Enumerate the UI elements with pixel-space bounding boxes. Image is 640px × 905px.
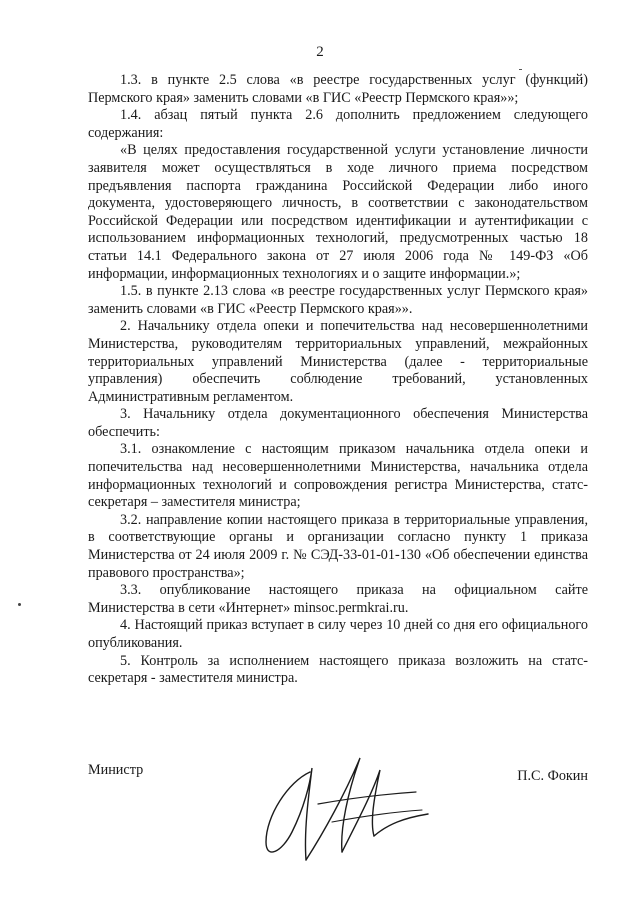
- paragraph-1-5: 1.5. в пункте 2.13 слова «в реестре государственных услуг Пермского края» заменить словами «в ГИС «Реестр Пермского края»».: [88, 283, 588, 317]
- scan-mark: [519, 69, 522, 70]
- paragraph-3-3: 3.3. опубликование настоящего приказа на официальном сайте Министерства в сети «Интернет» minsoc.permkrai.ru.: [88, 582, 588, 616]
- paragraph-2: 2. Начальнику отдела опеки и попечительства над несовершеннолетними Министерства, руководителям территориальных управлений, межрайонных территориальных управлений Министерства (далее - территориальные управления) обеспечить соблюдение требований, установленных Административным регламентом.: [88, 318, 588, 405]
- paragraph-3-2: 3.2. направление копии настоящего приказа в территориальные управления, в соответствующие органы и организации согласно пункту 1 приказа Министерства от 24 июля 2009 г. № СЭД-33-01-01-130 «Об обеспечении единства правового пространства»;: [88, 511, 588, 581]
- signatory-title: Министр: [88, 762, 144, 778]
- paragraph-4: 4. Настоящий приказ вступает в силу через 10 дней со дня его официального опубликования.: [88, 617, 588, 651]
- paragraph-1-4: 1.4. абзац пятый пункта 2.6 дополнить предложением следующего содержания:: [88, 107, 588, 141]
- scan-mark: [18, 603, 21, 606]
- paragraph-1-3: 1.3. в пункте 2.5 слова «в реестре государственных услуг (функций) Пермского края» заменить словами «в ГИС «Реестр Пермского края»»;: [88, 72, 588, 106]
- paragraph-quote: «В целях предоставления государственной услуги установление личности заявителя может осуществляться в ходе личного приема посредством предъявления паспорта гражданина Российской Федерации либо иного документа, удостоверяющего личность, в соответствии с законодательством Российской Федерации или посредством идентификации и аутентификации с использованием информационных технологий, предусмотренных частью 18 статьи 14.1 Федерального закона от 27 июля 2006 года № 149-ФЗ «Об информации, информационных технологиях и о защите информации.»;: [88, 142, 588, 282]
- paragraph-3-1: 3.1. ознакомление с настоящим приказом начальника отдела опеки и попечительства над несовершеннолетними Министерства, начальника отдела информационных технологий и сопровождения регистра Министерства, статс-секретаря – заместителя министра;: [88, 441, 588, 511]
- document-body: [88, 72, 588, 688]
- handwritten-signature: [248, 720, 438, 870]
- page-number: 2: [316, 44, 324, 60]
- signatory-name: П.С. Фокин: [517, 768, 588, 784]
- paragraph-3: 3. Начальнику отдела документационного обеспечения Министерства обеспечить:: [88, 406, 588, 440]
- paragraph-5: 5. Контроль за исполнением настоящего приказа возложить на статс-секретаря - заместителя министра.: [88, 652, 588, 687]
